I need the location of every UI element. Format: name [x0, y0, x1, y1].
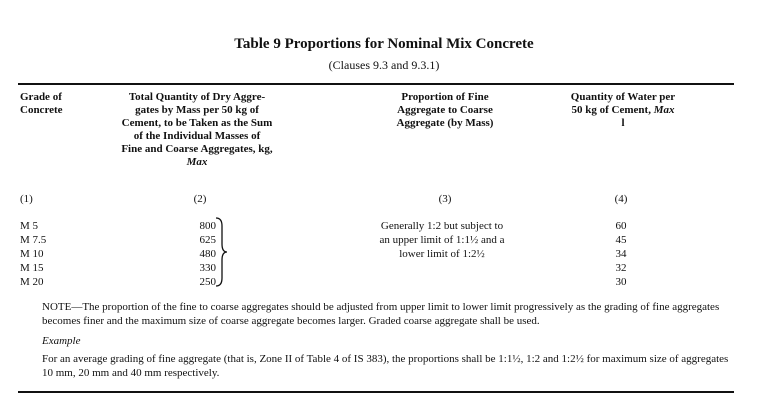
grade-cell: M 7.5 [20, 234, 47, 246]
column-number-1: (1) [20, 193, 33, 205]
quantity-cell: 480 [199, 248, 216, 260]
header-total-quantity: Total Quantity of Dry Aggre- gates by Mass per 50 kg of Cement, to be Taken as the Sum of the Individual Masses of Fine and Coarse Aggregates, kg, Max [121, 91, 273, 168]
column-number-3: (3) [438, 193, 452, 205]
column-number-2: (2) [193, 193, 207, 205]
grade-cell: M 5 [20, 220, 39, 232]
water-cell: 32 [615, 262, 627, 274]
quantity-cell: 330 [199, 262, 216, 274]
water-column [598, 219, 644, 289]
example-heading: Example [42, 335, 81, 347]
header-proportion: Proportion of Fine Aggregate to Coarse Aggregate (by Mass) [396, 91, 494, 129]
table-note: NOTE—The proportion of the fine to coarse aggregates should be adjusted from upper limit to lower limit progressively as the grading of fine aggregates becomes finer and the maximum size of coarse aggregate becomes larger. Graded coarse aggregate shall be used. [42, 301, 720, 327]
grade-cell: M 15 [20, 262, 44, 274]
quantity-column [180, 219, 216, 289]
water-cell: 60 [615, 220, 627, 232]
grade-cell: M 10 [20, 248, 44, 260]
quantity-cell: 800 [199, 220, 216, 232]
column-number-4: (4) [614, 193, 628, 205]
example-text: For an average grading of fine aggregate (that is, Zone II of Table 4 of IS 383), the proportions shall be 1:1½, 1:2 and 1:2½ for maximum size of aggregates 10 mm, 20 mm and 40 mm respectively. [42, 353, 729, 379]
grade-cell: M 20 [20, 276, 44, 288]
header-water: Quantity of Water per 50 kg of Cement, Max l [570, 91, 676, 129]
curly-brace-icon [214, 216, 228, 288]
top-rule [18, 83, 734, 85]
header-grade: Grade of Concrete [20, 91, 63, 116]
water-cell: 34 [615, 248, 627, 260]
quantity-cell: 625 [199, 234, 216, 246]
water-cell: 45 [615, 234, 627, 246]
table-title: Table 9 Proportions for Nominal Mix Concrete [234, 36, 534, 52]
proportion-cell: Generally 1:2 but subject to an upper limit of 1:1½ and a lower limit of 1:2½ [379, 220, 505, 260]
table-subtitle: (Clauses 9.3 and 9.3.1) [328, 58, 440, 72]
grade-column [20, 219, 46, 289]
quantity-cell: 250 [199, 276, 216, 288]
bottom-rule [18, 391, 734, 393]
water-cell: 30 [615, 276, 627, 288]
